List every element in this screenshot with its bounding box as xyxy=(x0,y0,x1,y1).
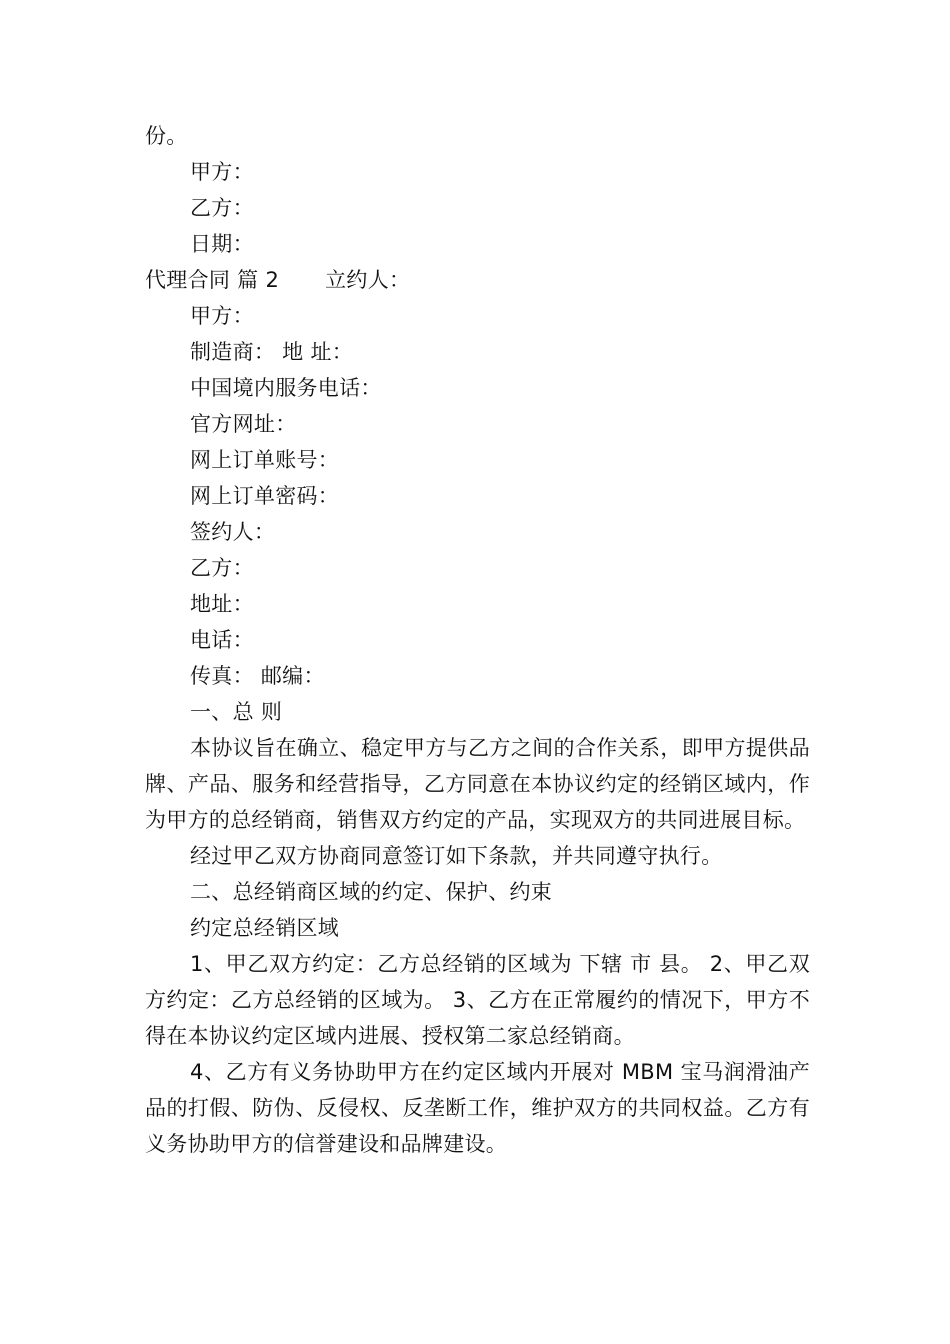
section-heading xyxy=(145,262,810,298)
party-info-line: 签约人： xyxy=(190,520,276,544)
text-line: 份。 xyxy=(145,124,188,148)
subheading: 约定总经销区域 xyxy=(190,916,340,940)
date-label: 日期： xyxy=(190,232,254,256)
party-info-line: 制造商： 地 址： xyxy=(190,340,354,364)
party-info-line: 地址： xyxy=(190,592,254,616)
paragraph: 4、乙方有义务协助甲方在约定区域内开展对 MBM 宝马润滑油产品的打假、防伪、反侵权、反垄断工作，维护双方的共同权益。乙方有义务协助甲方的信誉建设和品牌建设。 xyxy=(145,1060,810,1156)
document-body xyxy=(145,118,810,1162)
party-info-line: 乙方： xyxy=(190,556,254,580)
section-subtitle: 立约人： xyxy=(325,268,411,292)
party-info-line: 传真： 邮编： xyxy=(190,664,325,688)
party-info-line: 电话： xyxy=(190,628,254,652)
party-info-line: 网上订单账号： xyxy=(190,448,340,472)
paragraph: 本协议旨在确立、稳定甲方与乙方之间的合作关系，即甲方提供品牌、产品、服务和经营指导，乙方同意在本协议约定的经销区域内，作为甲方的总经销商，销售双方约定的产品，实现双方的共同进展目标。 xyxy=(145,736,810,832)
clause-heading: 一、总 则 xyxy=(190,700,283,724)
paragraph: 经过甲乙双方协商同意签订如下条款，并共同遵守执行。 xyxy=(190,844,723,868)
party-a-label: 甲方： xyxy=(190,160,254,184)
paragraph: 1、甲乙双方约定：乙方总经销的区域为 下辖 市 县。 2、甲乙双方约定：乙方总经销的区域为。 3、乙方在正常履约的情况下，甲方不得在本协议约定区域内进展、授权第二家总经销商。 xyxy=(145,952,810,1048)
party-info-line: 中国境内服务电话： xyxy=(190,376,382,400)
party-info-line: 甲方： xyxy=(190,304,254,328)
party-info-line: 网上订单密码： xyxy=(190,484,340,508)
clause-heading: 二、总经销商区域的约定、保护、约束 xyxy=(190,880,553,904)
section-title: 代理合同 篇 2 xyxy=(145,268,280,292)
party-b-label: 乙方： xyxy=(190,196,254,220)
party-info-line: 官方网址： xyxy=(190,412,297,436)
